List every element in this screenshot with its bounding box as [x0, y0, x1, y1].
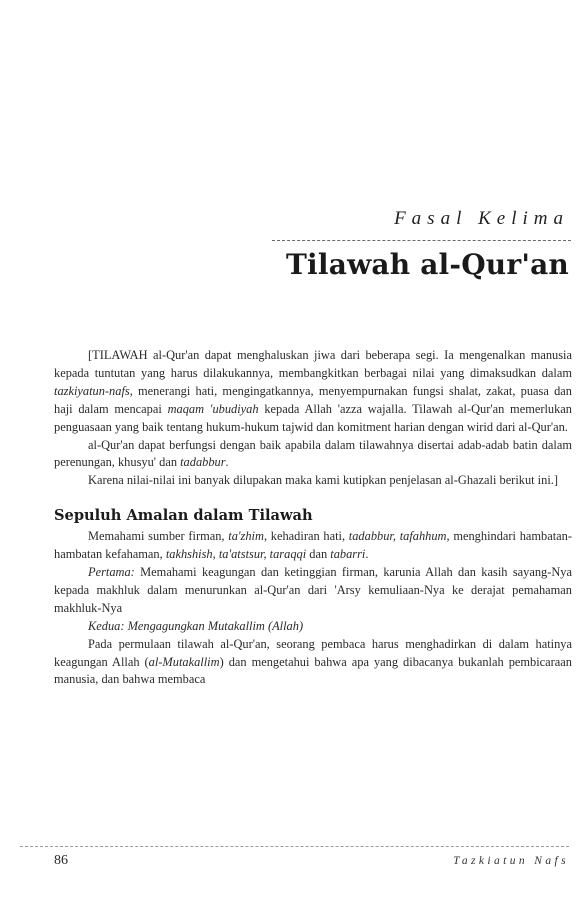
section-paragraph-1: Memahami sumber firman, ta'zhim, kehadiran hati, tadabbur, tafahhum, menghindari hambatan-hambatan kefahaman, takhshish, ta'atstsur, taraqqi dan tabarri. [54, 529, 573, 562]
footer-rule [20, 846, 569, 847]
intro-paragraph-3: Karena nilai-nilai ini banyak dilupakan maka kami kutipkan penjelasan al-Ghazali berikut ini.] [88, 473, 558, 488]
body-text [54, 347, 572, 689]
pertama-label: Pertama: [88, 564, 135, 579]
page-number: 86 [54, 853, 68, 868]
intro-paragraph-1: [TILAWAH al-Qur'an dapat menghaluskan jiwa dari beberapa segi. Ia mengenalkan manusia kepada tuntutan yang harus dilakukannya, membangkitkan berbagai nilai yang dimaksudkan dalam tazkiyatun-nafs, menerangi hati, mengingatkannya, menyempurnakan fungsi shalat, zakat, puasa dan haji dalam mencapai maqam 'ubudiyah kepada Allah 'azza wajalla. Tilawah al-Qur'an memerlukan penguasaan yang baik tentang hukum-hukum tajwid dan komitment harian dengan wirid dari al-Qur'an. [54, 348, 572, 434]
running-footer: Tazkiatun Nafs [453, 855, 569, 867]
intro-paragraph-2: al-Qur'an dapat berfungsi dengan baik apabila dalam tilawahnya disertai adab-adab batin dalam perenungan, khusyu' dan tadabbur. [54, 437, 572, 470]
section-paragraph-4: Pada permulaan tilawah al-Qur'an, seorang pembaca harus menghadirkan di dalam hatinya keagungan Allah (al-Mutakallim) dan mengetahui bahwa apa yang dibacanya bukanlah pembicaraan manusia, dan bahwa membaca [54, 636, 572, 687]
section-paragraph-3 [54, 618, 572, 636]
section-heading: Sepuluh Amalan dalam Tilawah [54, 507, 313, 525]
section-paragraph-2: Pertama: Memahami keagungan dan ketinggian firman, karunia Allah dan kasih sayang-Nya kepada makhluk dalam menurunkan al-Qur'an dari 'Arsy kemuliaan-Nya ke derajat pemahaman makhluk-Nya [54, 564, 572, 615]
chapter-rule [272, 240, 571, 241]
chapter-title: Tilawah al-Qur'an [286, 248, 569, 281]
kedua-heading: Kedua: Mengagungkan Mutakallim (Allah) [88, 618, 304, 633]
chapter-label: Fasal Kelima [394, 208, 569, 229]
